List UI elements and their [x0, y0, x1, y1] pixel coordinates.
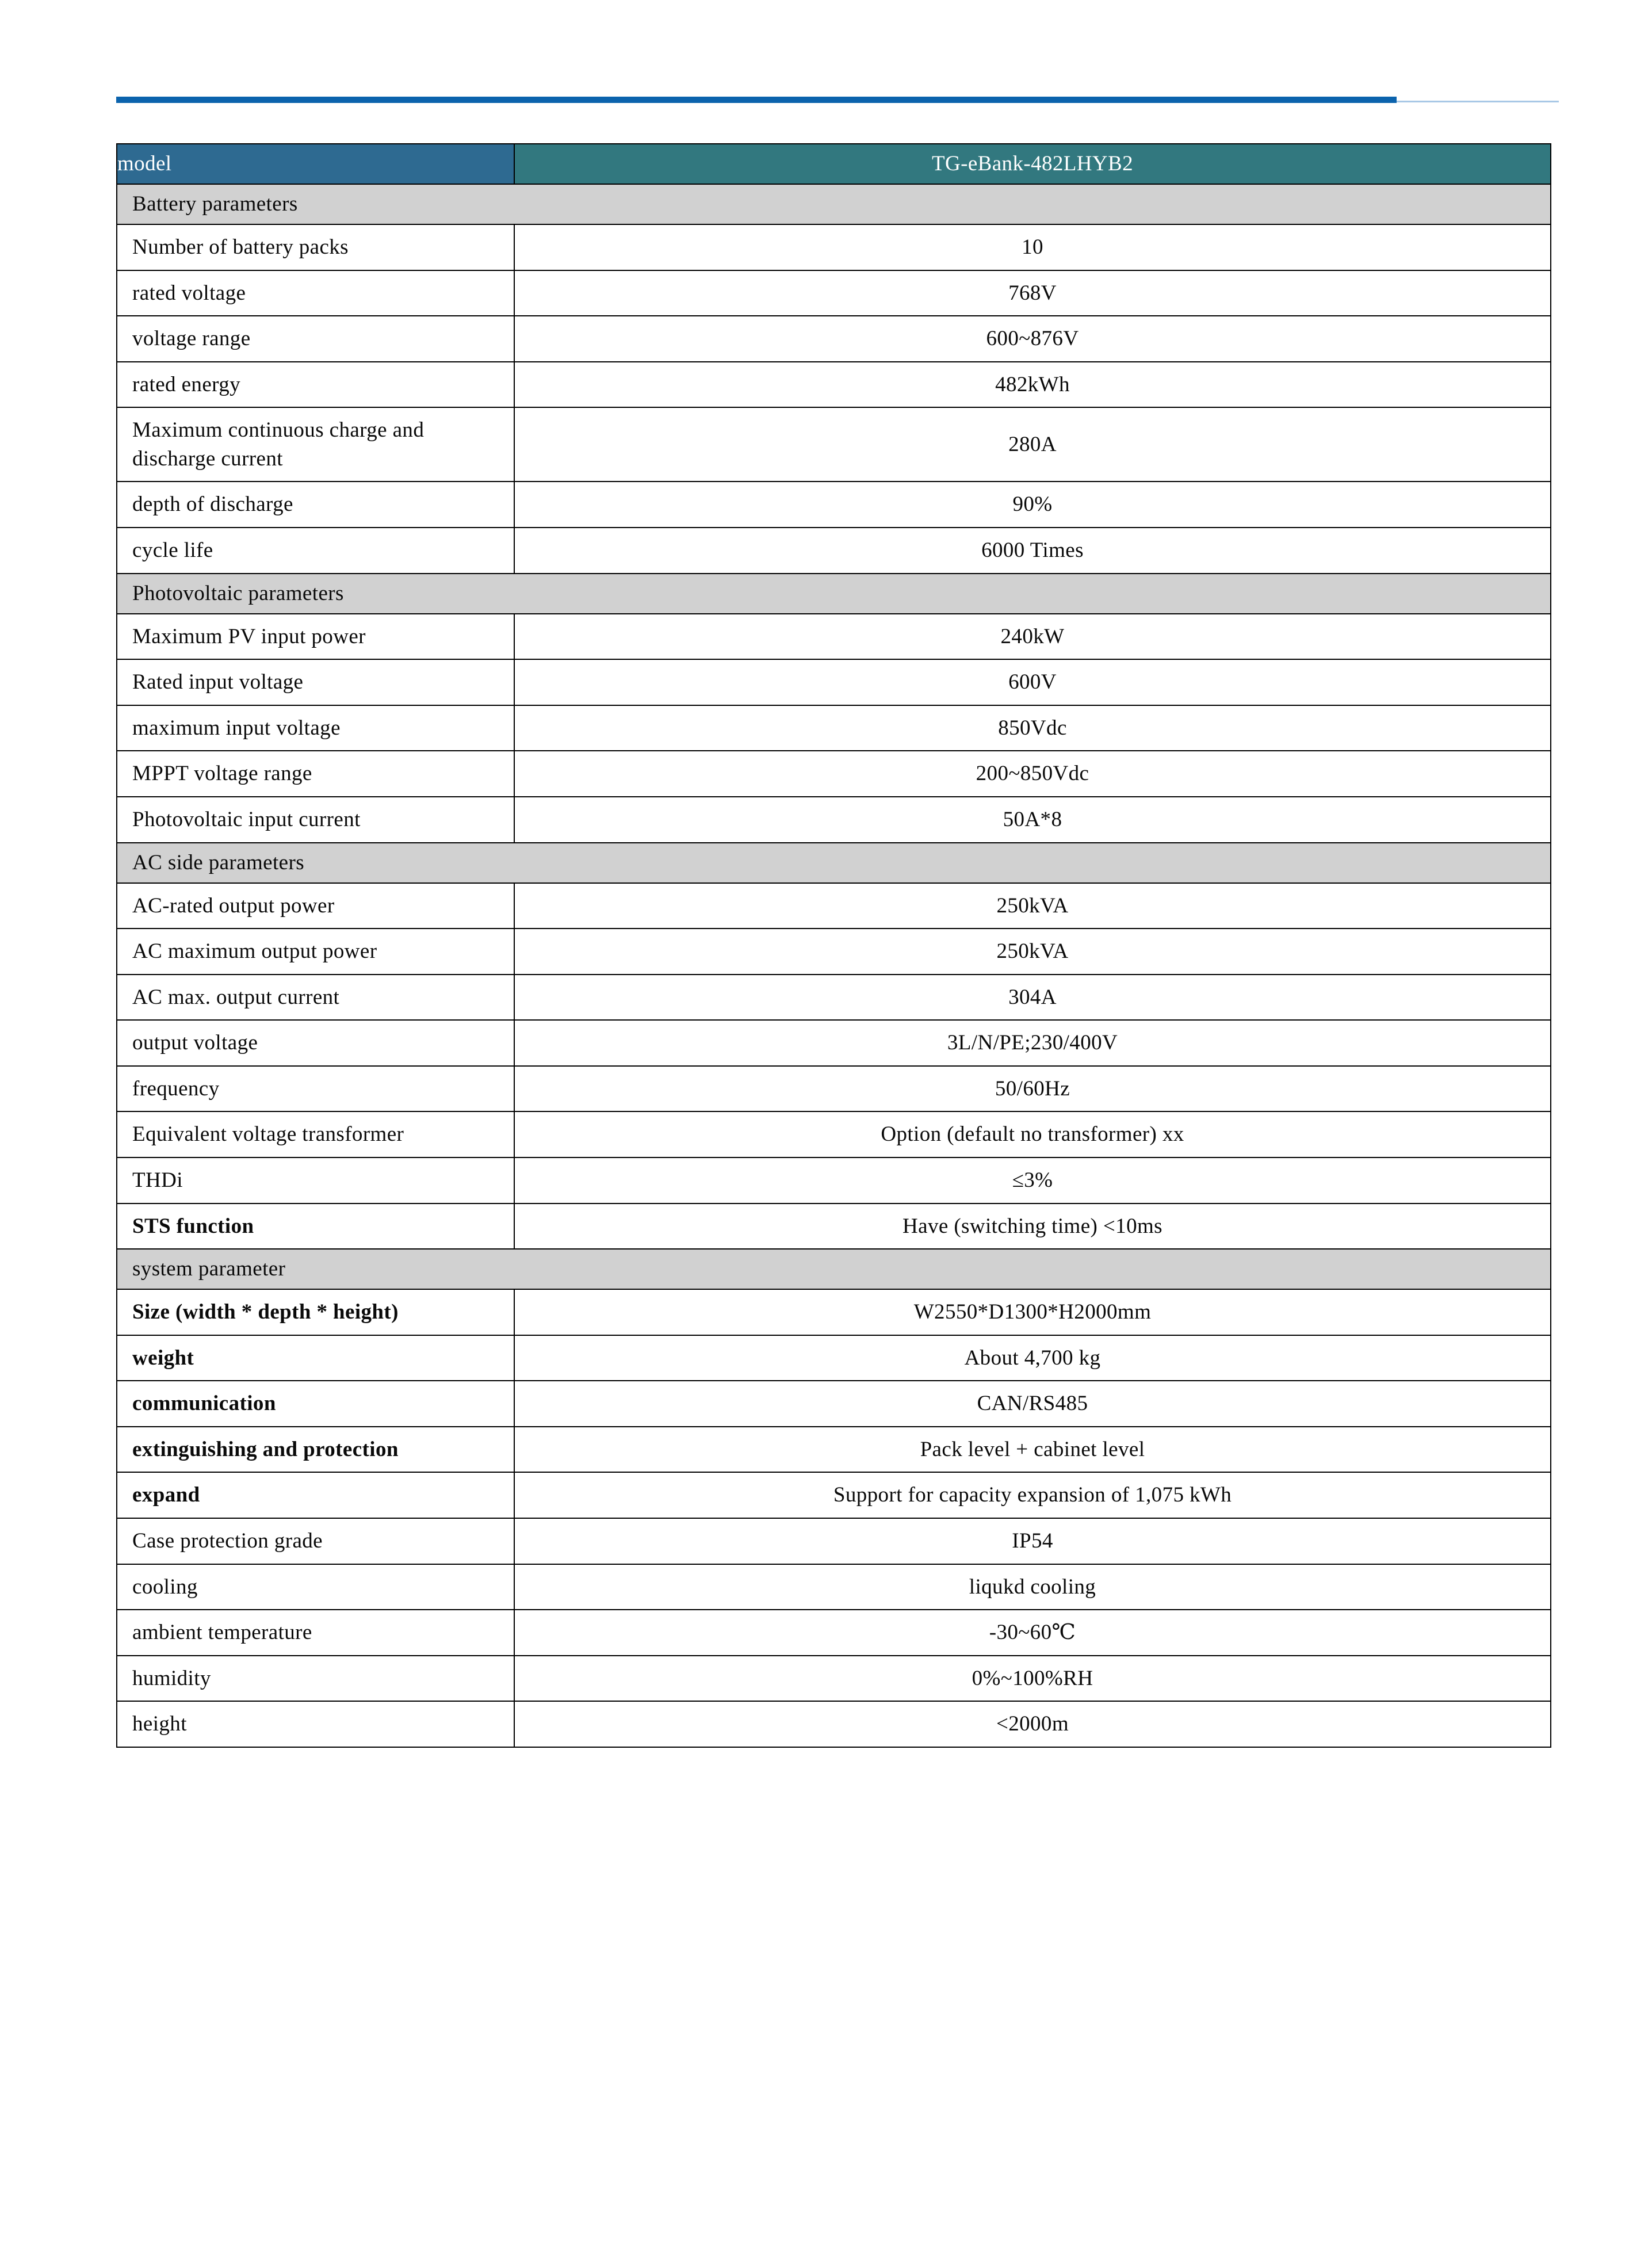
row-label: Equivalent voltage transformer	[117, 1111, 514, 1157]
table-row	[117, 224, 1551, 270]
table-row	[117, 797, 1551, 843]
row-value: 482kWh	[514, 362, 1551, 408]
row-value: About 4,700 kg	[514, 1335, 1551, 1381]
table-row	[117, 1656, 1551, 1702]
row-value: 6000 Times	[514, 528, 1551, 574]
row-value: 50/60Hz	[514, 1066, 1551, 1112]
row-label: Maximum PV input power	[117, 614, 514, 660]
row-value: W2550*D1300*H2000mm	[514, 1289, 1551, 1335]
table-row	[117, 1701, 1551, 1747]
row-label: frequency	[117, 1066, 514, 1112]
row-value: 768V	[514, 270, 1551, 316]
row-label: voltage range	[117, 316, 514, 362]
row-value: -30~60℃	[514, 1610, 1551, 1656]
table-row	[117, 1427, 1551, 1473]
row-label: height	[117, 1701, 514, 1747]
table-row	[117, 482, 1551, 528]
table-row	[117, 659, 1551, 705]
table-row	[117, 1518, 1551, 1564]
row-label: expand	[117, 1472, 514, 1518]
table-row	[117, 1203, 1551, 1250]
row-label: Photovoltaic input current	[117, 797, 514, 843]
row-value: ≤3%	[514, 1157, 1551, 1203]
row-label: weight	[117, 1335, 514, 1381]
section-title: system parameter	[117, 1249, 1551, 1289]
row-label: extinguishing and protection	[117, 1427, 514, 1473]
row-value: IP54	[514, 1518, 1551, 1564]
specification-table	[116, 143, 1551, 1748]
row-value: 200~850Vdc	[514, 751, 1551, 797]
table-row	[117, 705, 1551, 751]
table-row	[117, 1381, 1551, 1427]
table-row	[117, 1564, 1551, 1610]
row-value: Pack level + cabinet level	[514, 1427, 1551, 1473]
section-header-row	[117, 843, 1551, 883]
row-label: AC-rated output power	[117, 883, 514, 929]
row-value: 304A	[514, 975, 1551, 1021]
row-value: 240kW	[514, 614, 1551, 660]
row-value: 280A	[514, 407, 1551, 482]
table-row	[117, 1020, 1551, 1066]
row-value: Option (default no transformer) xx	[514, 1111, 1551, 1157]
row-label: Size (width * depth * height)	[117, 1289, 514, 1335]
table-row	[117, 407, 1551, 482]
row-label: Rated input voltage	[117, 659, 514, 705]
row-value: liqukd cooling	[514, 1564, 1551, 1610]
header-model-value: TG-eBank-482LHYB2	[514, 144, 1551, 184]
row-label: Maximum continuous charge and discharge current	[117, 407, 514, 482]
table-row	[117, 1610, 1551, 1656]
section-title: Battery parameters	[117, 184, 1551, 224]
row-label: Case protection grade	[117, 1518, 514, 1564]
row-label: depth of discharge	[117, 482, 514, 528]
header-decorative-rule	[116, 97, 1559, 103]
table-row	[117, 1066, 1551, 1112]
row-value: 250kVA	[514, 883, 1551, 929]
row-label: communication	[117, 1381, 514, 1427]
row-label: Number of battery packs	[117, 224, 514, 270]
table-row	[117, 316, 1551, 362]
table-row	[117, 614, 1551, 660]
header-model-label: model	[117, 144, 514, 184]
section-title: AC side parameters	[117, 843, 1551, 883]
row-value: 10	[514, 224, 1551, 270]
row-label: THDi	[117, 1157, 514, 1203]
row-label: AC maximum output power	[117, 929, 514, 975]
row-value: 3L/N/PE;230/400V	[514, 1020, 1551, 1066]
table-row	[117, 1111, 1551, 1157]
row-value: 0%~100%RH	[514, 1656, 1551, 1702]
table-row	[117, 929, 1551, 975]
row-value: <2000m	[514, 1701, 1551, 1747]
table-row	[117, 1472, 1551, 1518]
row-value: 90%	[514, 482, 1551, 528]
table-row	[117, 270, 1551, 316]
row-label: rated voltage	[117, 270, 514, 316]
table-row	[117, 883, 1551, 929]
row-label: maximum input voltage	[117, 705, 514, 751]
table-row	[117, 975, 1551, 1021]
table-header-row	[117, 144, 1551, 184]
row-label: MPPT voltage range	[117, 751, 514, 797]
table-row	[117, 1157, 1551, 1203]
row-label: ambient temperature	[117, 1610, 514, 1656]
row-value: 50A*8	[514, 797, 1551, 843]
row-label: humidity	[117, 1656, 514, 1702]
header-rule-thick-segment	[116, 97, 1397, 103]
section-header-row	[117, 184, 1551, 224]
section-header-row	[117, 1249, 1551, 1289]
row-label: STS function	[117, 1203, 514, 1250]
table-row	[117, 362, 1551, 408]
row-value: Have (switching time) <10ms	[514, 1203, 1551, 1250]
row-value: Support for capacity expansion of 1,075 kWh	[514, 1472, 1551, 1518]
row-label: AC max. output current	[117, 975, 514, 1021]
row-value: 600~876V	[514, 316, 1551, 362]
table-row	[117, 751, 1551, 797]
row-label: cooling	[117, 1564, 514, 1610]
row-value: 250kVA	[514, 929, 1551, 975]
section-title: Photovoltaic parameters	[117, 574, 1551, 614]
row-value: 850Vdc	[514, 705, 1551, 751]
table-row	[117, 1289, 1551, 1335]
row-value: 600V	[514, 659, 1551, 705]
row-label: output voltage	[117, 1020, 514, 1066]
row-value: CAN/RS485	[514, 1381, 1551, 1427]
table-row	[117, 1335, 1551, 1381]
section-header-row	[117, 574, 1551, 614]
row-label: rated energy	[117, 362, 514, 408]
header-rule-thin-segment	[1397, 101, 1559, 102]
table-row	[117, 528, 1551, 574]
row-label: cycle life	[117, 528, 514, 574]
